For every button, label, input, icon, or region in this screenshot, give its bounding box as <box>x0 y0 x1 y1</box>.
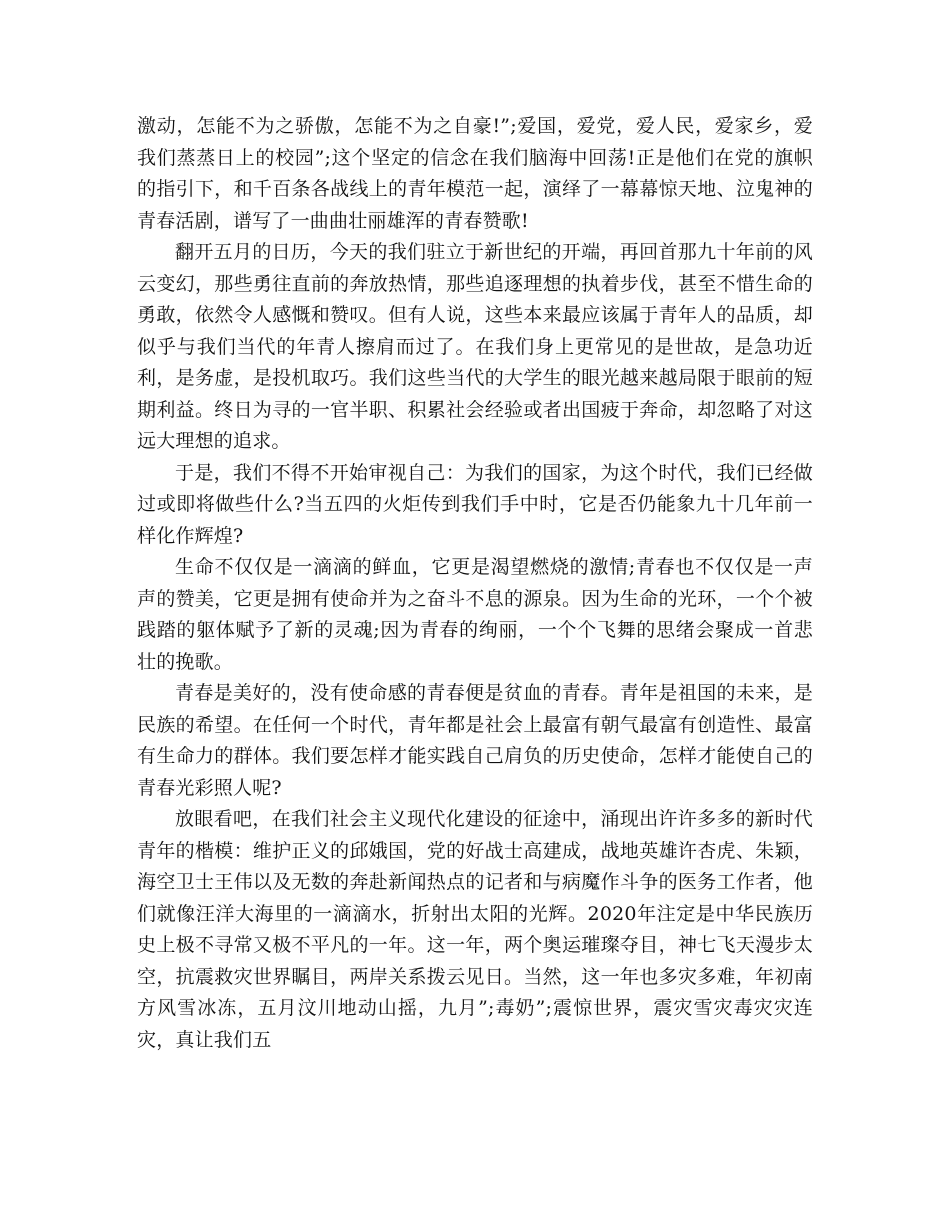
paragraph: 翻开五月的日历，今天的我们驻立于新世纪的开端，再回首那九十年前的风云变幻，那些勇往直前的奔放热情，那些追逐理想的执着步伐，甚至不惜生命的勇敢，依然令人感慨和赞叹。但有人说，这些本来最应该属于青年人的品质，却似乎与我们当代的年青人擦肩而过了。在我们身上更常见的是世故，是急功近利，是务虚，是投机取巧。我们这些当代的大学生的眼光越来越局限于眼前的短期利益。终日为寻的一官半职、积累社会经验或者出国疲于奔命，却忽略了对这远大理想的追求。 <box>137 241 813 452</box>
paragraph: 生命不仅仅是一滴滴的鲜血，它更是渴望燃烧的激情;青春也不仅仅是一声声的赞美，它更是拥有使命并为之奋斗不息的源泉。因为生命的光环，一个个被践踏的躯体赋予了新的灵魂;因为青春的绚丽，一个个飞舞的思绪会聚成一首悲壮的挽歌。 <box>137 556 813 673</box>
paragraph-continuation: 激动，怎能不为之骄傲，怎能不为之自豪!”;爱国，爱党，爱人民，爱家乡，爱我们蒸蒸日上的校园”;这个坚定的信念在我们脑海中回荡!正是他们在党的旗帜的指引下，和千百条各战线上的青年模范一起，演绎了一幕幕惊天地、泣鬼神的青春活剧，谱写了一曲曲壮丽雄浑的青春赞歌! <box>137 115 813 232</box>
document-body <box>137 111 813 1056</box>
paragraph: 青春是美好的，没有使命感的青春便是贫血的青春。青年是祖国的未来，是民族的希望。在任何一个时代，青年都是社会上最富有朝气最富有创造性、最富有生命力的群体。我们要怎样才能实践自己肩负的历史使命，怎样才能使自己的青春光彩照人呢? <box>137 682 813 799</box>
paragraph: 于是，我们不得不开始审视自己：为我们的国家，为这个时代，我们已经做过或即将做些什么?当五四的火炬传到我们手中时，它是否仍能象九十几年前一样化作辉煌? <box>137 461 813 547</box>
paragraph: 放眼看吧，在我们社会主义现代化建设的征途中，涌现出许许多多的新时代青年的楷模：维护正义的邱娥国，党的好战士高建成，战地英雄许杏虎、朱颖，海空卫士王伟以及无数的奔赴新闻热点的记者和与病魔作斗争的医务工作者，他们就像汪洋大海里的一滴滴水，折射出太阳的光辉。2020年注定是中华民族历史上极不寻常又极不平凡的一年。这一年，两个奥运璀璨夺目，神七飞天漫步太空，抗震救灾世界瞩目，两岸关系拨云见日。当然，这一年也多灾多难，年初南方风雪冰冻，五月汶川地动山摇，九月”;毒奶”;震惊世界，震灾雪灾毒灾灾连灾，真让我们五 <box>137 808 813 1051</box>
